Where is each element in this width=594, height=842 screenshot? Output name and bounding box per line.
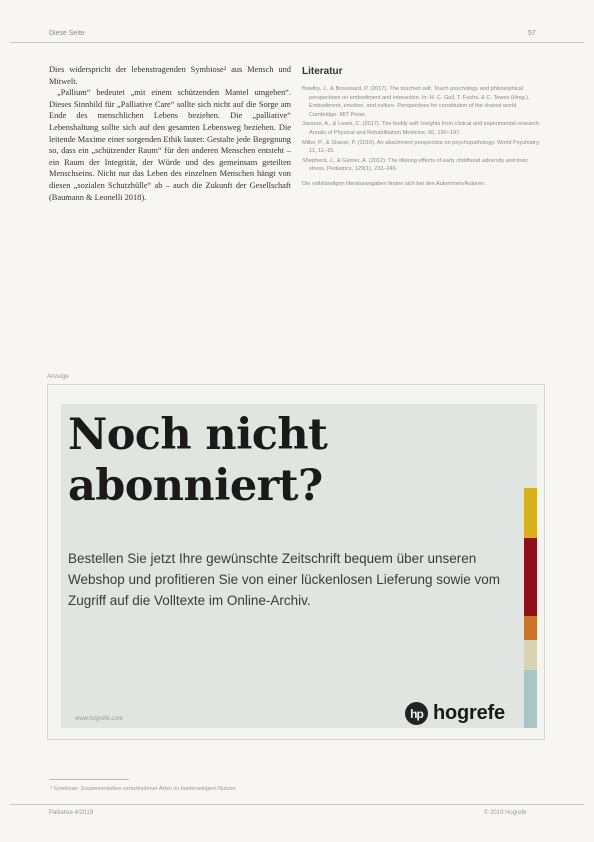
footnote: ² Symbiose: Zusammenleben verschiedener Arten zu beiderseitigem Nutzen <box>50 786 236 792</box>
body-text-column <box>49 64 291 203</box>
running-header: Diese Seite <box>49 30 85 37</box>
header-rule <box>10 42 584 43</box>
ad-body-text: Bestellen Sie jetzt Ihre gewünschte Zeitschrift bequem über unseren Webshop und profitieren Sie von einer lückenlosen Lieferung sowie vom Zugriff auf die Volltexte im Online-Archiv. <box>68 551 501 608</box>
literature-section <box>302 66 542 189</box>
reference-list <box>302 85 542 174</box>
reference-item: Bowlby, J., & Broussard, P. (2017). The touched self. Touch psychology and philosophical perspectives on embodiment and interaction. In: H. C. Gull, T. Fuchs, & C. Tewes (Hrsg.), Embodiment, emotion, and culture. Perspectives for constitution of the shared world. Cambridge: MIT Press. <box>302 86 530 118</box>
ad-headline-line-1: Noch nicht <box>68 410 328 460</box>
ad-label: Anzeige <box>47 374 69 380</box>
color-bar-orange <box>524 616 537 640</box>
body-paragraph: „Pallium“ bedeutet „mit einem schützenden Mantel umgeben“. Dieses Sinnbild für „Palliative Care“ sollte sich nicht auf die Sorge am Ende des menschlichen Lebens beziehen. Die „palliative“ Lebenshaltung sollte sich auf den gesamten Lebensweg beziehen. Die leitende Maxime einer sorgenden Ethik lautet: Gestalte jede Begegnung so, dass ein „schützender Raum“ für den anderen Menschen entsteht – ein Raum der Integrität, der Würde und des gemeinsam geteilten Menschseins. Nicht nur das Leben des einzelnen Menschen hängt von diesen „sozialen Schutzhülle“ ab – auch die Zukunft der Gesellschaft (Baumann & Leonelli 2018). <box>49 88 291 202</box>
footer-journal: Palliative 4/2019 <box>49 810 94 816</box>
hogrefe-logo-icon: hp <box>405 702 428 725</box>
footnote-rule <box>49 779 129 780</box>
hogrefe-logo[interactable] <box>405 702 505 725</box>
body-paragraph: Dies widerspricht der lebenstragenden Symbiose² aus Mensch und Mitwelt. <box>49 65 291 86</box>
hogrefe-logo-wordmark: hogrefe <box>433 702 505 724</box>
reference-item: Jassure, A., & Lewis, C. (2017). The bodily self: Insights from clinical and experimental research. Annals of Physical and Rehabilitation Medicine, 60, 190–197. <box>302 121 541 136</box>
color-bar-yellow <box>524 488 537 538</box>
footer-rule <box>10 804 584 805</box>
color-bar-teal <box>524 670 537 728</box>
ad-headline <box>68 410 488 512</box>
reference-item: Miller, P., & Shaver, P. (2016). An attachment perspective on psychopathology. World Psychiatry, 11, 11–15. <box>302 139 540 155</box>
literature-note: Die vollständigen literaturangaben finden sich bei den Autorinnen/Autoren. <box>302 180 486 187</box>
color-bar-beige <box>524 640 537 670</box>
ad-url-link[interactable]: www.hogrefe.com <box>75 716 123 722</box>
ad-headline-line-2: abonniert? <box>68 461 323 511</box>
page-number: 57 <box>528 30 536 37</box>
footer-copyright: © 2019 Hogrefe <box>484 810 527 816</box>
reference-item: Shepherd, J., & Garner, A. (2012). The lifelong effects of early childhood adversity and toxic stress. Pediatrics, 129(1), 232–246. <box>302 157 529 173</box>
color-bar-red <box>524 538 537 616</box>
literature-title: Literatur <box>302 66 343 77</box>
